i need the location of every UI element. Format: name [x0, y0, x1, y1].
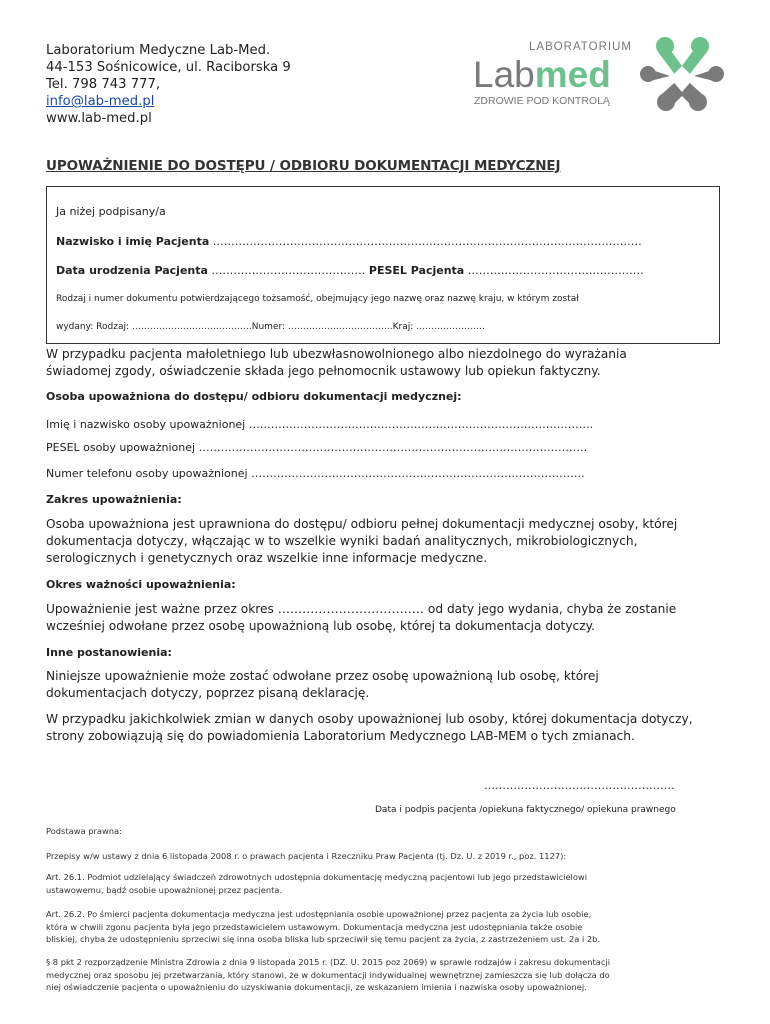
patient-pesel-field[interactable]: …………………………………………: [467, 264, 644, 277]
other-line: dokumentacjach dotyczy, poprzez pisaną deklarację.: [46, 686, 370, 700]
patient-data-box: [46, 186, 720, 344]
svg-text:Labmed: [473, 54, 611, 95]
scope-heading: Zakres upoważnienia:: [46, 493, 182, 506]
legal-line: która w chwili zgonu pacjenta była jego przedstawicielem ustawowym. Dokumentacja medyczna jest udostępniania także osobie: [46, 921, 583, 932]
validity-text: [46, 601, 736, 635]
legal-line: medycznej oraz sposobu jej przetwarzania, który stanowi, że w dokumentacji indywidualnej wewnętrznej zamieszcza się lub dołącza do: [46, 969, 610, 980]
scope-text: [46, 516, 736, 567]
legal-paragraph-4: [46, 956, 736, 994]
authorized-phone-field[interactable]: Numer telefonu osoby upoważnionej ……………………………………………………………………………….: [46, 467, 585, 480]
logo-tagline: ZDROWIE POD KONTROLĄ: [474, 95, 610, 107]
legal-line: § 8 pkt 2 rozporządzenie Ministra Zdrowia z dnia 9 listopada 2015 r. (DZ. U. 2015 poz 2069) w sprawie rodzajów i zakresu dokumentacji: [46, 957, 611, 967]
guardian-note-line: świadomej zgody, oświadczenie składa jego pełnomocnik ustawowy lub opiekun faktyczny.: [46, 364, 601, 378]
intro-text: Ja niżej podpisany/a: [56, 205, 166, 218]
legal-paragraph-3: [46, 908, 736, 946]
other-paragraph-1: [46, 668, 736, 702]
authorized-name-field[interactable]: Imię i nazwisko osoby upoważnionej ………………………………………………………………………………….: [46, 418, 594, 431]
other-line: strony zobowiązują się do powiadomienia Laboratorium Medycznego LAB-MEM o tych zmianach.: [46, 729, 635, 743]
signature-field[interactable]: …………………………………………….: [484, 779, 675, 792]
signature-caption: Data i podpis pacjenta /opiekuna faktycznego/ opiekuna prawnego: [375, 805, 676, 815]
guardian-note: [46, 346, 736, 380]
logo-med-text: med: [534, 54, 611, 95]
other-paragraph-2: [46, 711, 736, 745]
labmed-logo: [470, 34, 732, 116]
legal-line: Art. 26.1. Podmiot udzielający świadczeń zdrowotnych udostępnia dokumentację medyczną pacjentowi lub jego przedstawicielowi: [46, 872, 588, 882]
website-text: www.lab-med.pl: [46, 111, 152, 126]
other-heading: Inne postanowienia:: [46, 646, 172, 659]
other-line: Niniejsze upoważnienie może zostać odwołane przez osobę upoważnioną lub osobę, której: [46, 669, 599, 683]
patient-pesel-label: PESEL Pacjenta: [368, 264, 465, 277]
legal-line: Art. 26.2. Po śmierci pacjenta dokumentacja medyczna jest udostępniania osobie upoważnionej przez pacjenta za życia lub osobie,: [46, 909, 592, 919]
patient-name-field[interactable]: ………………………………………………………………………………………………………: [212, 235, 642, 248]
logo-top-text: LABORATORIUM: [529, 41, 632, 53]
legal-heading: Podstawa prawna:: [46, 826, 122, 836]
authorized-pesel-field[interactable]: PESEL osoby upoważnionej …………………………………………………………………………………………….: [46, 441, 588, 454]
patient-dob-field[interactable]: ……………………………………: [211, 264, 366, 277]
patient-dob-label: Data urodzenia Pacjenta: [56, 264, 208, 277]
patient-name-label: Nazwisko i imię Pacjenta: [56, 235, 210, 248]
id-document-fields[interactable]: wydany: Rodzaj: ………………………………….Numer: ……………………………..Kraj: …………………..: [56, 322, 485, 332]
scope-line: dokumentacja dotyczy, włączając w to wszelkie wyniki badań analitycznych, mikrobiologicznych,: [46, 534, 638, 548]
legal-line: niej oświadczenie pacjenta o upoważnieniu do uzyskiwania dokumentacji, ze wskazaniem imienia i nazwiska osoby upoważnionej.: [46, 982, 587, 992]
scope-line: serologicznych i genetycznych oraz wszelkie inne informacje medyczne.: [46, 551, 488, 565]
scope-line: Osoba upoważniona jest uprawniona do dostępu/ odbioru pełnej dokumentacji medycznej osoby, której: [46, 517, 678, 531]
legal-paragraph-1: Przepisy w/w ustawy z dnia 6 listopada 2008 r. o prawach pacjenta i Rzeczniku Praw Pacjenta (tj. Dz. U. z 2019 r., poz. 1127):: [46, 851, 567, 861]
email-link[interactable]: info@lab-med.pl: [46, 94, 155, 109]
address-line: 44-153 Sośnicowice, ul. Raciborska 9: [46, 60, 291, 75]
address-line: Laboratorium Medyczne Lab-Med.: [46, 43, 271, 58]
validity-line: wcześniej odwołane przez osobę upoważnioną lub osobę, której ta dokumentacja dotyczy.: [46, 619, 595, 633]
id-document-line: Rodzaj i numer dokumentu potwierdzającego tożsamość, obejmujący jego nazwę oraz nazwę kraju, w którym został: [56, 294, 579, 304]
document-title: UPOWAŻNIENIE DO DOSTĘPU / ODBIORU DOKUMENTACJI MEDYCZNEJ: [46, 158, 561, 174]
other-line: W przypadku jakichkolwiek zmian w danych osoby upoważnionej lub osoby, której dokumentacja dotyczy,: [46, 712, 693, 726]
authorized-heading: Osoba upoważniona do dostępu/ odbioru dokumentacji medycznej:: [46, 390, 462, 403]
address-line: Tel. 798 743 777,: [46, 77, 161, 92]
guardian-note-line: W przypadku pacjenta małoletniego lub ubezwłasnowolnionego albo niezdolnego do wyrażania: [46, 347, 627, 361]
lab-address: [46, 42, 291, 127]
patient-dob-row: [56, 264, 644, 277]
logo-lab-text: Lab: [473, 54, 535, 95]
validity-line[interactable]: Upoważnienie jest ważne przez okres ……………………………… od daty jego wydania, chyba że zostanie: [46, 602, 677, 616]
validity-heading: Okres ważności upoważnienia:: [46, 578, 236, 591]
legal-line: bliskiej, chyba że udostępnieniu sprzeciwi się inna osoba bliska lub sprzeciwił się temu pacjent za życia, z zastrzeżeniem ust. 2a i 2b.: [46, 934, 601, 944]
logo-symbol-icon: [640, 37, 724, 111]
patient-name-row: [56, 235, 642, 248]
legal-line: ustawowemu, bądź osobie upoważnionej przez pacjenta.: [46, 884, 283, 895]
legal-paragraph-2: [46, 871, 736, 896]
